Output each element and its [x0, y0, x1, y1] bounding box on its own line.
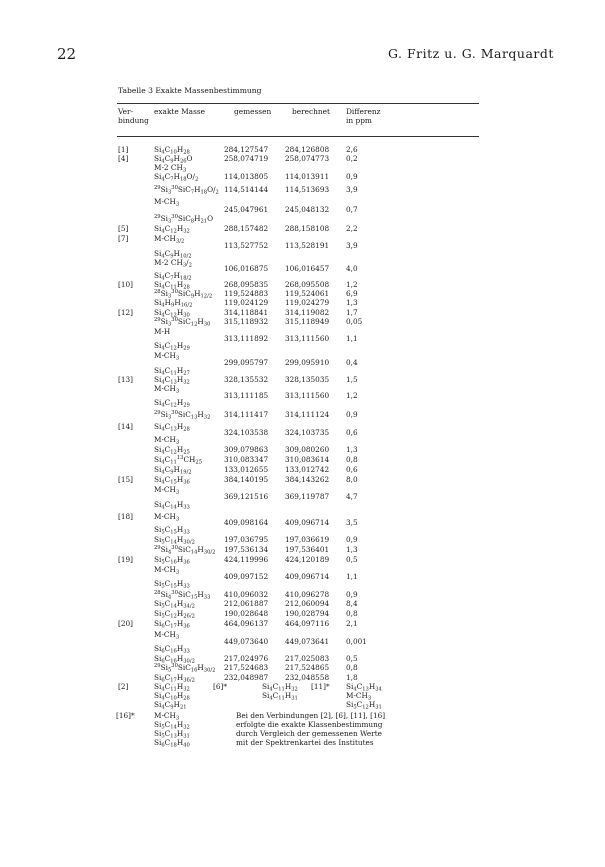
measured-mass: 369,121516	[224, 492, 269, 501]
table-cell: $Si_4C_9H_{21}$	[154, 700, 187, 711]
formula-cell: M-2 $CH_3$	[154, 163, 187, 174]
formula-cell: $Si_6C_{16}H_{33}$	[154, 644, 190, 655]
ppm-difference: 1,3	[346, 445, 358, 454]
measured-mass: 114,013805	[224, 172, 269, 181]
ppm-difference: 1,1	[346, 334, 358, 343]
formula-cell: $Si_5C_{16}H_{36}$	[154, 555, 190, 566]
measured-mass: 409,098164	[224, 518, 269, 527]
calculated-mass: 369,119787	[285, 492, 330, 501]
calculated-mass: 313,111560	[285, 334, 330, 343]
calculated-mass: 232,048558	[285, 673, 330, 682]
measured-mass: 315,118932	[224, 317, 269, 326]
table-cell: [11]*	[311, 682, 330, 691]
measured-mass: 310,083347	[224, 455, 269, 464]
formula-cell: $Si_6C_{17}H_{36/2}$	[154, 673, 195, 684]
calculated-mass: 299,095910	[285, 358, 330, 367]
measured-mass: 197,036795	[224, 535, 269, 544]
compound-ref: [10]	[118, 280, 133, 289]
measured-mass: 314,118841	[224, 308, 269, 317]
header-diff-line1: Differenz	[346, 107, 381, 116]
measured-mass: 313,111892	[224, 334, 269, 343]
formula-cell: $Si_4C_{11}^{13}CH_{25}$	[154, 455, 203, 466]
calculated-mass: 106,016457	[285, 264, 330, 273]
table-cell: $Si_5C_{14}H_{32}$	[154, 720, 190, 731]
footnote-line: durch Vergleich der gemessenen Werte	[236, 729, 382, 738]
ppm-difference: 4,7	[346, 492, 358, 501]
formula-cell: $Si_4C_{13}H_{32}$	[154, 375, 190, 386]
formula-cell: $M-CH_3$	[154, 512, 180, 523]
ppm-difference: 0,8	[346, 663, 358, 672]
compound-ref: [13]	[118, 375, 133, 384]
footnote-line: Bei den Verbindungen [2], [6], [11], [16]	[236, 711, 386, 720]
compound-ref: [15]	[118, 475, 133, 484]
measured-mass: 284,127547	[224, 145, 269, 154]
compound-ref: [18]	[118, 512, 133, 521]
ppm-difference: 2,2	[346, 224, 358, 233]
table-top-rule	[117, 103, 479, 104]
formula-cell: $M-CH_3$	[154, 435, 180, 446]
formula-cell: $Si_4C_9H_{19/2}$	[154, 465, 192, 476]
measured-mass: 133,012655	[224, 465, 269, 474]
ppm-difference: 3,9	[346, 241, 358, 250]
formula-cell: $^{28}Si_3^{30}SiC_9H_{12/2}$	[154, 289, 213, 300]
formula-cell: $^{28}Si_4^{30}SiC_{15}H_{33}$	[154, 590, 211, 601]
ppm-difference: 0,9	[346, 535, 358, 544]
ppm-difference: 8,4	[346, 599, 358, 608]
ppm-difference: 1,5	[346, 375, 358, 384]
measured-mass: 309,079863	[224, 445, 269, 454]
table-cell: $Si_4C_{10}H_{28}$	[154, 691, 190, 702]
header-measured: gemessen	[234, 107, 272, 116]
calculated-mass: 197,036619	[285, 535, 330, 544]
calculated-mass: 119,024279	[285, 298, 330, 307]
formula-cell: $M-CH_3$	[154, 197, 180, 208]
formula-cell: $Si_5C_{14}H_{34/2}$	[154, 599, 195, 610]
calculated-mass: 314,111124	[285, 410, 330, 419]
formula-cell: $Si_4C_{12}H_{29}$	[154, 398, 190, 409]
compound-ref: [12]	[118, 308, 133, 317]
header-ref-line1: Ver-	[118, 107, 134, 116]
measured-mass: 119,524883	[224, 289, 269, 298]
measured-mass: 268,095835	[224, 280, 269, 289]
table-cell: $M-CH_3$	[154, 711, 180, 722]
measured-mass: 245,047961	[224, 205, 269, 214]
ppm-difference: 0,6	[346, 428, 358, 437]
formula-cell: $Si_4C_{13}H_{28}$	[154, 422, 190, 433]
formula-cell: $Si_4C_9H_{26}O$	[154, 154, 193, 165]
formula-cell: $Si_4C_{12}H_{30}$	[154, 308, 190, 319]
formula-cell: $Si_4C_{11}H_{28}$	[154, 280, 190, 291]
calculated-mass: 197,536401	[285, 545, 330, 554]
formula-cell: $Si_6C_{16}H_{30/2}$	[154, 654, 195, 665]
formula-cell: $Si_4C_7H_{18}O/_2$	[154, 172, 199, 183]
table-cell: $Si_4C_{11}H_{32}$	[262, 682, 298, 693]
calculated-mass: 309,080260	[285, 445, 330, 454]
table-cell: $Si_5C_{13}H_{31}$	[154, 729, 190, 740]
calculated-mass: 114,513693	[285, 185, 330, 194]
table-caption: Tabelle 3 Exakte Massenbestimmung	[118, 86, 262, 95]
measured-mass: 324,103538	[224, 428, 269, 437]
compound-ref: [1]	[118, 145, 129, 154]
calculated-mass: 328,135035	[285, 375, 330, 384]
ppm-difference: 0,8	[346, 455, 358, 464]
measured-mass: 232,048987	[224, 673, 269, 682]
header-calculated: berechnet	[292, 107, 331, 116]
measured-mass: 119,024129	[224, 298, 269, 307]
ppm-difference: 0,9	[346, 410, 358, 419]
compound-ref: [4]	[118, 154, 129, 163]
calculated-mass: 245,048132	[285, 205, 330, 214]
calculated-mass: 268,095508	[285, 280, 330, 289]
compound-ref: [20]	[118, 619, 133, 628]
calculated-mass: 190,028794	[285, 609, 330, 618]
calculated-mass: 284,126808	[285, 145, 330, 154]
formula-cell: $M-CH_{3/2}$	[154, 234, 185, 245]
formula-cell: $Si_4C_7H_{18/2}$	[154, 271, 192, 282]
ppm-difference: 1,2	[346, 391, 358, 400]
measured-mass: 114,514144	[224, 185, 269, 194]
calculated-mass: 217,025083	[285, 654, 330, 663]
formula-cell: $Si_4C_{10}H_{28}$	[154, 145, 190, 156]
ppm-difference: 1,1	[346, 572, 358, 581]
calculated-mass: 464,097116	[285, 619, 330, 628]
calculated-mass: 119,524061	[285, 289, 330, 298]
ppm-difference: 0,001	[346, 637, 367, 646]
running-head: G. Fritz u. G. Marquardt	[388, 46, 554, 61]
page-number: 22	[57, 45, 77, 63]
measured-mass: 328,135532	[224, 375, 269, 384]
ppm-difference: 6,9	[346, 289, 358, 298]
measured-mass: 212,061887	[224, 599, 269, 608]
formula-cell: $M-CH_3$	[154, 630, 180, 641]
calculated-mass: 410,096278	[285, 590, 330, 599]
table-cell: [16]*	[116, 711, 135, 720]
measured-mass: 410,096032	[224, 590, 269, 599]
ppm-difference: 1,8	[346, 673, 358, 682]
ppm-difference: 4,0	[346, 264, 358, 273]
measured-mass: 113,527752	[224, 241, 269, 250]
ppm-difference: 0,9	[346, 590, 358, 599]
ppm-difference: 1,2	[346, 280, 358, 289]
measured-mass: 299,095797	[224, 358, 269, 367]
measured-mass: 449,073640	[224, 637, 269, 646]
calculated-mass: 424,120189	[285, 555, 330, 564]
ppm-difference: 0,6	[346, 465, 358, 474]
table-cell: $M-CH_3$	[346, 691, 372, 702]
ppm-difference: 1,3	[346, 545, 358, 554]
formula-cell: $M-CH_3$	[154, 485, 180, 496]
formula-cell: $M-CH_3$	[154, 351, 180, 362]
formula-cell: $^{29}Si_4^{30}SiC_{14}H_{30/2}$	[154, 545, 216, 556]
calculated-mass: 409,096714	[285, 518, 330, 527]
formula-cell: $Si_5C_{12}H_{26/2}$	[154, 609, 195, 620]
calculated-mass: 449,073641	[285, 637, 330, 646]
calculated-mass: 133,012742	[285, 465, 330, 474]
calculated-mass: 217,524865	[285, 663, 330, 672]
compound-ref: [14]	[118, 422, 133, 431]
ppm-difference: 0,9	[346, 172, 358, 181]
calculated-mass: 315,118949	[285, 317, 330, 326]
formula-cell: $Si_5C_{14}H_{30/2}$	[154, 535, 195, 546]
formula-cell: $Si_4C_{12}H_{32}$	[154, 224, 190, 235]
header-diff-line2: in ppm	[346, 116, 372, 125]
table-cell: [6]*	[213, 682, 227, 691]
ppm-difference: 8,0	[346, 475, 358, 484]
formula-cell: $Si_4C_{14}H_{33}$	[154, 500, 190, 511]
formula-cell: $Si_4C_{15}H_{36}$	[154, 475, 190, 486]
measured-mass: 314,111417	[224, 410, 269, 419]
table-cell: $Si_4C_{13}H_{34}$	[346, 682, 382, 693]
formula-cell: $Si_6C_{17}H_{36}$	[154, 619, 190, 630]
formula-cell: $^{29}Si_5^{30}SiC_{16}H_{30/2}$	[154, 663, 216, 674]
calculated-mass: 310,083614	[285, 455, 330, 464]
ppm-difference: 0,5	[346, 555, 358, 564]
measured-mass: 424,119996	[224, 555, 269, 564]
formula-cell: $Si_5C_{15}H_{33}$	[154, 525, 190, 536]
measured-mass: 313,111185	[224, 391, 269, 400]
formula-cell: $M-CH_3$	[154, 565, 180, 576]
table-cell: [2]	[118, 682, 129, 691]
header-exact-mass: exakte Masse	[154, 107, 206, 116]
compound-ref: [7]	[118, 234, 129, 243]
ppm-difference: 0,05	[346, 317, 363, 326]
formula-cell: $^{29}Si_3^{30}SiC_7H_{18}O/_2$	[154, 185, 219, 196]
calculated-mass: 258,074773	[285, 154, 330, 163]
measured-mass: 464,096137	[224, 619, 269, 628]
formula-cell: $^{29}Si_3^{30}SiC_{12}H_{30}$	[154, 317, 211, 328]
table-cell: $Si_6C_{18}H_{40}$	[154, 738, 190, 749]
calculated-mass: 212,060094	[285, 599, 330, 608]
formula-cell: $^{29}Si_3^{30}SiC_{13}H_{32}$	[154, 410, 211, 421]
ppm-difference: 0,4	[346, 358, 358, 367]
formula-cell: $Si_4C_9H_{10/2}$	[154, 249, 192, 260]
formula-cell: $Si_4C_{12}H_{25}$	[154, 445, 190, 456]
table-header-rule	[117, 136, 479, 137]
formula-cell: M-H	[154, 327, 171, 336]
measured-mass: 384,140195	[224, 475, 269, 484]
measured-mass: 197,536134	[224, 545, 269, 554]
measured-mass: 106,016875	[224, 264, 269, 273]
ppm-difference: 2,6	[346, 145, 358, 154]
ppm-difference: 0,2	[346, 154, 358, 163]
measured-mass: 217,024976	[224, 654, 269, 663]
calculated-mass: 114,013911	[285, 172, 330, 181]
formula-cell: M-2 $CH_3/_2$	[154, 258, 192, 269]
formula-cell: $Si_5C_{15}H_{33}$	[154, 579, 190, 590]
table-cell: $Si_4C_{11}H_{31}$	[262, 691, 298, 702]
calculated-mass: 409,096714	[285, 572, 330, 581]
measured-mass: 190,028648	[224, 609, 269, 618]
calculated-mass: 288,158108	[285, 224, 330, 233]
formula-cell: $Si_4C_{11}H_{27}$	[154, 366, 190, 377]
ppm-difference: 1,7	[346, 308, 358, 317]
table-cell: $Si_5C_{12}H_{31}$	[346, 700, 382, 711]
compound-ref: [5]	[118, 224, 129, 233]
footnote-line: mit der Spektrenkartei des Institutes	[236, 738, 374, 747]
formula-cell: $^{29}Si_3^{30}SiC_8H_{21}O$	[154, 214, 214, 225]
measured-mass: 258,074719	[224, 154, 269, 163]
formula-cell: $M-CH_3$	[154, 384, 180, 395]
formula-cell: $Si_4H_9H_{16/2}$	[154, 298, 193, 309]
measured-mass: 409,097152	[224, 572, 269, 581]
measured-mass: 217,524683	[224, 663, 269, 672]
table-cell: $Si_4C_{11}H_{32}$	[154, 682, 190, 693]
ppm-difference: 3,9	[346, 185, 358, 194]
ppm-difference: 2,1	[346, 619, 358, 628]
footnote-line: erfolgte die exakte Klassenbestimmung	[236, 720, 383, 729]
compound-ref: [19]	[118, 555, 133, 564]
header-ref-line2: bindung	[118, 116, 149, 125]
calculated-mass: 113,528191	[285, 241, 330, 250]
measured-mass: 288,157482	[224, 224, 269, 233]
formula-cell: $Si_4C_{12}H_{29}$	[154, 341, 190, 352]
ppm-difference: 0,7	[346, 205, 358, 214]
calculated-mass: 313,111560	[285, 391, 330, 400]
ppm-difference: 3,5	[346, 518, 358, 527]
calculated-mass: 314,119082	[285, 308, 330, 317]
calculated-mass: 324,103735	[285, 428, 330, 437]
ppm-difference: 0,5	[346, 654, 358, 663]
ppm-difference: 1,3	[346, 298, 358, 307]
calculated-mass: 384,143262	[285, 475, 330, 484]
ppm-difference: 0,8	[346, 609, 358, 618]
